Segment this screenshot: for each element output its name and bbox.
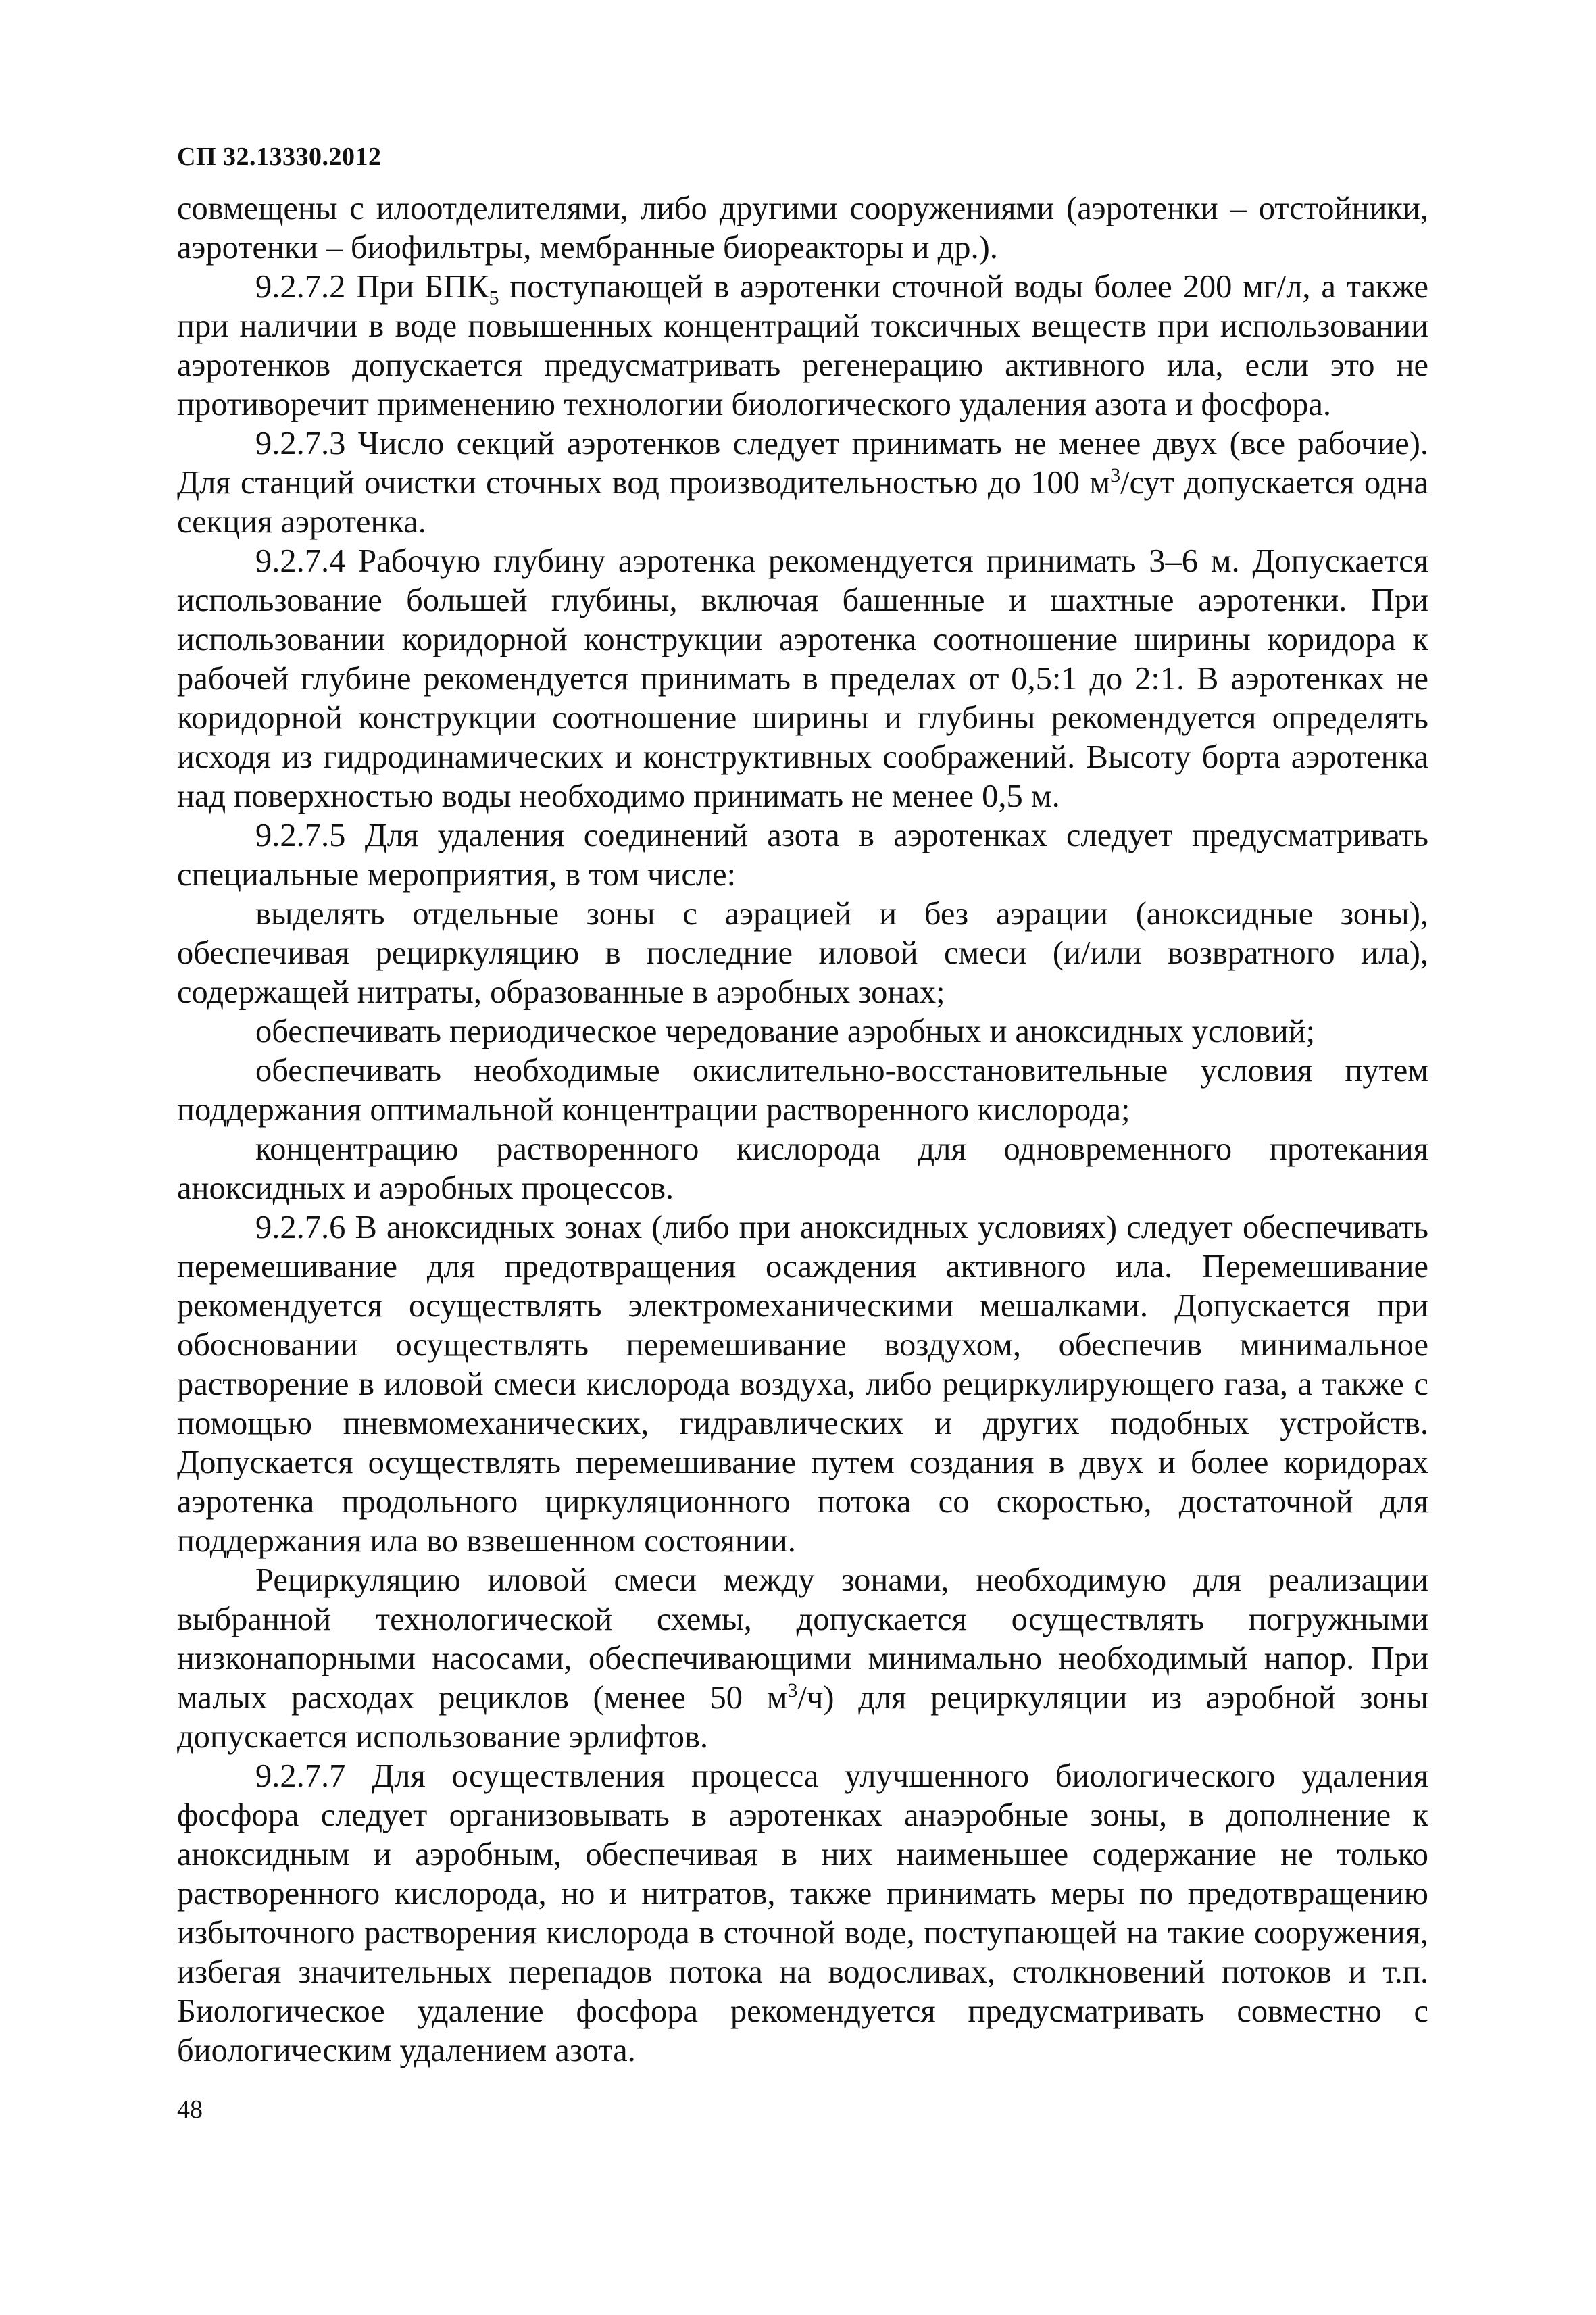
list-item: обеспечивать периодическое чередование аэробных и аноксидных условий;: [255, 1014, 1316, 1049]
document-body: [177, 189, 1428, 2070]
superscript: 3: [787, 1678, 798, 1701]
superscript: 3: [1110, 463, 1121, 487]
list-item: выделять отдельные зоны с аэрацией и без аэрации (аноксидные зоны), обеспечивая рециркуляцию в последние иловой смеси (и/или возвратного ила), содержащей нитраты, образованные в аэробных зонах;: [177, 896, 1428, 1010]
page-number: 48: [177, 2095, 203, 2124]
paragraph-9-2-7-5: 9.2.7.5 Для удаления соединений азота в аэротенках следует предусматривать специальные мероприятия, в том числе:: [177, 818, 1428, 893]
paragraph-text: 9.2.7.3 Число секций аэротенков следует принимать не менее двух (все рабочие). Для станций очистки сточных вод производительностью до 100 м: [177, 426, 1428, 501]
paragraph-9-2-7-6: 9.2.7.6 В аноксидных зонах (либо при аноксидных условиях) следует обеспечивать перемешивание для предотвращения осаждения активного ила. Перемешивание рекомендуется осуществлять электромеханическими мешалками. Допускается при обосновании осуществлять перемешивание воздухом, обеспечив минимальное растворение в иловой смеси кислорода воздуха, либо рециркулирующего газа, а также с помощью пневмомеханических, гидравлических и других подобных устройств. Допускается осуществлять перемешивание путем создания в двух и более коридорах аэротенка продольного циркуляционного потока со скоростью, достаточной для поддержания ила во взвешенном состоянии.: [177, 1210, 1428, 1559]
paragraph-continuation: совмещены с илоотделителями, либо другими сооружениями (аэротенки – отстойники, аэротенки – биофильтры, мембранные биореакторы и др.).: [177, 191, 1428, 266]
list-item: обеспечивать необходимые окислительно-восстановительные условия путем поддержания оптимальной концентрации растворенного кислорода;: [177, 1053, 1428, 1128]
paragraph-9-2-7-2: [177, 268, 1428, 424]
paragraph-9-2-7-4: 9.2.7.4 Рабочую глубину аэротенка рекомендуется принимать 3–6 м. Допускается использование большей глубины, включая башенные и шахтные аэротенки. При использовании коридорной конструкции аэротенка соотношение ширины коридора к рабочей глубине рекомендуется принимать в пределах от 0,5:1 до 2:1. В аэротенках не коридорной конструкции соотношение ширины и глубины рекомендуется определять исходя из гидродинамических и конструктивных соображений. Высоту борта аэротенка над поверхностью воды необходимо принимать не менее 0,5 м.: [177, 543, 1428, 814]
paragraph-text: /сут допускается одна секция аэротенка.: [177, 465, 1429, 540]
paragraph-recirculation: [177, 1561, 1428, 1757]
paragraph-text: 9.2.7.2 При БПК: [255, 269, 489, 305]
subscript: 5: [489, 286, 499, 309]
paragraph-text: /ч) для рециркуляции из аэробной зоны допускается использование эрлифтов.: [177, 1680, 1428, 1755]
paragraph-text: поступающей в аэротенки сточной воды более 200 мг/л, а также при наличии в воде повышенных концентраций токсичных веществ при использовании аэротенков допускается предусматривать регенерацию активного ила, если это не противоречит применению технологии биологического удаления азота и фосфора.: [177, 269, 1428, 422]
paragraph-9-2-7-7: 9.2.7.7 Для осуществления процесса улучшенного биологического удаления фосфора следует организовывать в аэротенках анаэробные зоны, в дополнение к аноксидным и аэробным, обеспечивая в них наименьшее содержание не только растворенного кислорода, но и нитратов, также принимать меры по предотвращению избыточного растворения кислорода в сточной воде, поступающей на такие сооружения, избегая значительных перепадов потока на водосливах, столкновений потоков и т.п. Биологическое удаление фосфора рекомендуется предусматривать совместно с биологическим удалением азота.: [177, 1758, 1428, 2068]
paragraph-text: Рециркуляцию иловой смеси между зонами, необходимую для реализации выбранной технологической схемы, допускается осуществлять погружными низконапорными насосами, обеспечивающими минимально необходимый напор. При малых расходах рециклов (менее 50 м: [177, 1562, 1428, 1716]
document-header: СП 32.13330.2012: [177, 143, 382, 171]
paragraph-9-2-7-3: [177, 424, 1428, 542]
list-item: концентрацию растворенного кислорода для одновременного протекания аноксидных и аэробных процессов.: [177, 1131, 1428, 1206]
